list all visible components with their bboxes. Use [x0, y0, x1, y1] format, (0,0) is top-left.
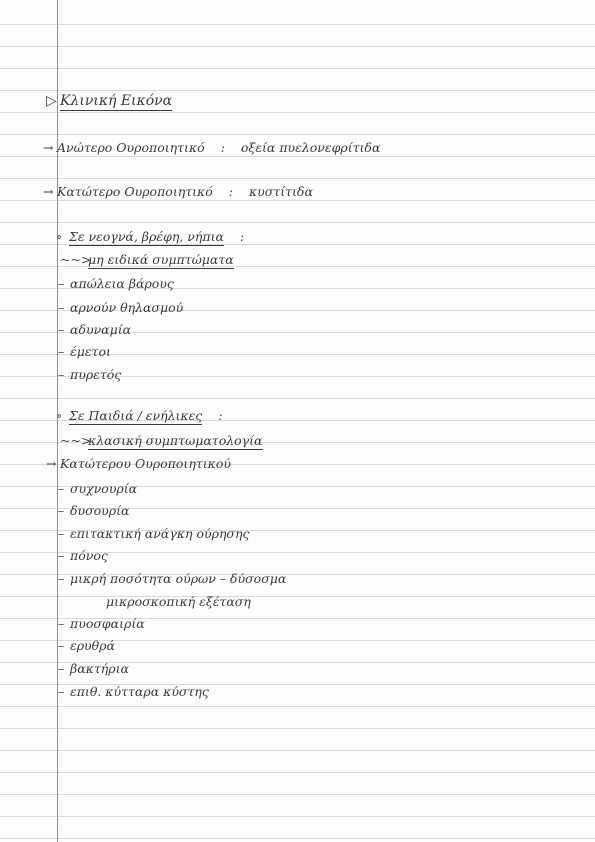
section1-heading: Σε νεογνά, βρέφη, νήπια	[69, 229, 224, 244]
arrow-right-icon: →	[43, 184, 54, 199]
list-item-text: μικροσκοπική εξέταση	[106, 594, 251, 609]
list-item-text: επιτακτική ανάγκη ούρησης	[70, 526, 250, 541]
list-item	[58, 526, 249, 542]
lower-tract-row	[43, 184, 313, 200]
list-item	[58, 571, 286, 587]
dash-icon: –	[58, 548, 65, 563]
upper-tract-row	[43, 140, 380, 156]
wavy-arrow-icon: ~~>	[60, 433, 92, 448]
list-item-text: απώλεια βάρους	[70, 276, 174, 291]
list-item-text: αρνούν θηλασμού	[70, 300, 184, 315]
list-item	[58, 300, 183, 316]
dash-icon: –	[58, 322, 65, 337]
section2-subheading-row	[60, 433, 263, 449]
list-item-continuation	[106, 594, 251, 610]
list-item	[58, 684, 209, 700]
list-item-text: πόνος	[70, 548, 108, 563]
list-item-text: αδυναμία	[70, 322, 132, 337]
list-item	[58, 503, 129, 519]
list-item-text: έμετοι	[70, 344, 111, 359]
dash-icon: –	[58, 300, 65, 315]
list-item	[58, 481, 137, 497]
list-item-text: συχνουρία	[70, 481, 138, 496]
section1-colon: :	[239, 229, 245, 244]
list-item-text: επιθ. κύτταρα κύστης	[70, 684, 209, 699]
upper-tract-label: Ανώτερο Ουροποιητικό	[57, 140, 205, 155]
dash-icon: –	[58, 616, 65, 631]
section2-tract-row	[46, 456, 231, 472]
upper-tract-sep: :	[220, 140, 225, 155]
dash-icon: –	[58, 526, 65, 541]
section2-subheading: κλασική συμπτωματολογία	[88, 433, 263, 448]
list-item-text: δυσουρία	[70, 503, 130, 518]
section1-heading-row	[56, 229, 244, 245]
list-item	[58, 322, 131, 338]
list-item	[58, 344, 111, 360]
wavy-arrow-icon: ~~>	[60, 252, 92, 267]
section2-heading: Σε Παιδιά / ενήλικες	[69, 408, 203, 423]
dash-icon: –	[58, 684, 65, 699]
section2-tract: Κατώτερου Ουροποιητικού	[60, 456, 231, 471]
list-item	[58, 548, 108, 564]
dash-icon: –	[58, 481, 65, 496]
arrow-right-icon: →	[46, 456, 57, 471]
list-item	[58, 661, 129, 677]
dash-icon: –	[58, 661, 65, 676]
title-row	[46, 93, 172, 109]
triangle-marker-icon: ▷	[46, 93, 57, 109]
dash-icon: –	[58, 367, 65, 382]
list-item	[58, 276, 174, 292]
lower-tract-value: κυστίτιδα	[248, 184, 313, 199]
list-item-text: μικρή ποσότητα ούρων – δύσοσμα	[70, 571, 287, 586]
dash-icon: –	[58, 638, 65, 653]
lower-tract-label: Κατώτερο Ουροποιητικό	[57, 184, 213, 199]
dash-icon: –	[58, 503, 65, 518]
upper-tract-value: οξεία πυελονεφρίτιδα	[240, 140, 381, 155]
dash-icon: –	[58, 344, 65, 359]
list-item	[58, 367, 121, 383]
bullet-icon: ∘	[56, 408, 63, 423]
list-item	[58, 616, 145, 632]
list-item-text: πυρετός	[70, 367, 122, 382]
lower-tract-sep: :	[228, 184, 233, 199]
section2-colon: :	[218, 408, 223, 423]
section1-subheading-row	[60, 252, 234, 268]
list-item-text: ερυθρά	[70, 638, 115, 653]
list-item	[58, 638, 115, 654]
list-item-text: πυοσφαιρία	[70, 616, 145, 631]
arrow-right-icon: →	[43, 140, 54, 155]
section2-heading-row	[56, 408, 223, 424]
list-item-text: βακτήρια	[70, 661, 129, 676]
dash-icon: –	[58, 276, 65, 291]
bullet-icon: ∘	[56, 229, 63, 244]
dash-icon: –	[58, 571, 65, 586]
page-title: Κλινική Εικόνα	[60, 93, 173, 109]
section1-subheading: μη ειδικά συμπτώματα	[88, 252, 234, 267]
